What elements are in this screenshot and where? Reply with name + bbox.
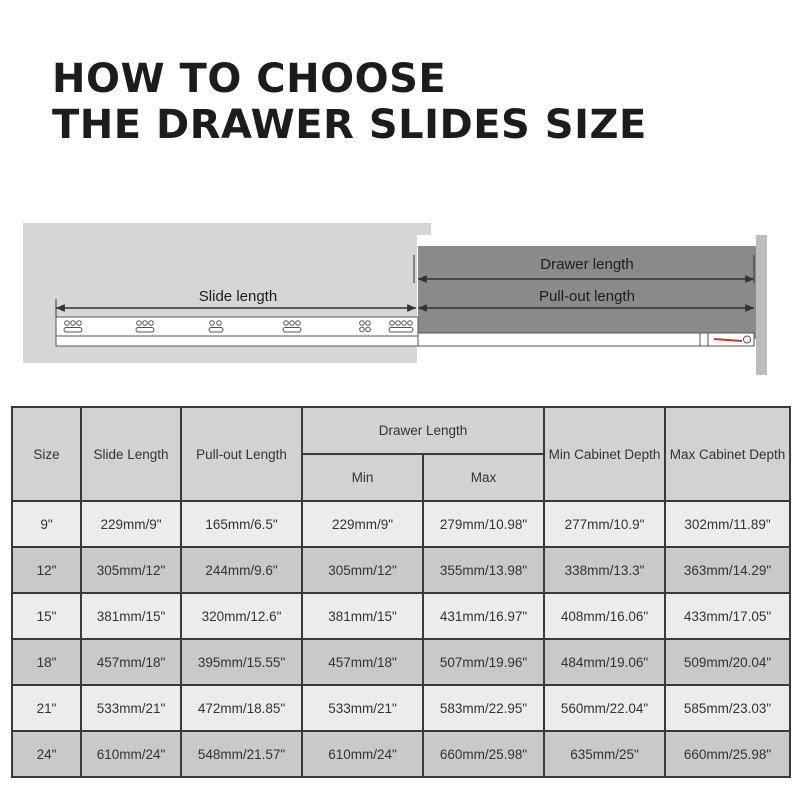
header-pullout-length: Pull-out Length bbox=[181, 407, 302, 501]
cell-max-cabinet-depth: 433mm/17.05" bbox=[665, 593, 790, 639]
drawer-slide-diagram bbox=[0, 215, 800, 375]
cell-min-cabinet-depth: 560mm/22.04" bbox=[544, 685, 665, 731]
cell-drawer-min: 381mm/15" bbox=[302, 593, 423, 639]
cell-pullout-length: 472mm/18.85" bbox=[181, 685, 302, 731]
cell-slide-length: 457mm/18" bbox=[81, 639, 181, 685]
cell-slide-length: 229mm/9" bbox=[81, 501, 181, 547]
cell-drawer-max: 583mm/22.95" bbox=[423, 685, 544, 731]
page-title bbox=[52, 56, 647, 148]
cell-drawer-min: 457mm/18" bbox=[302, 639, 423, 685]
cell-drawer-max: 660mm/25.98" bbox=[423, 731, 544, 777]
cell-size: 15" bbox=[12, 593, 81, 639]
cell-drawer-max: 355mm/13.98" bbox=[423, 547, 544, 593]
cell-drawer-min: 229mm/9" bbox=[302, 501, 423, 547]
cell-max-cabinet-depth: 509mm/20.04" bbox=[665, 639, 790, 685]
pullout-length-label: Pull-out length bbox=[539, 288, 635, 305]
table-row bbox=[12, 731, 790, 777]
slide-rail-lower bbox=[56, 336, 418, 346]
table-row bbox=[12, 501, 790, 547]
cell-pullout-length: 244mm/9.6" bbox=[181, 547, 302, 593]
cell-slide-length: 305mm/12" bbox=[81, 547, 181, 593]
header-slide-length: Slide Length bbox=[81, 407, 181, 501]
cell-min-cabinet-depth: 484mm/19.06" bbox=[544, 639, 665, 685]
cell-pullout-length: 165mm/6.5" bbox=[181, 501, 302, 547]
header-max-cabinet-depth: Max Cabinet Depth bbox=[665, 407, 790, 501]
drawer-length-label: Drawer length bbox=[540, 256, 634, 273]
cell-max-cabinet-depth: 363mm/14.29" bbox=[665, 547, 790, 593]
cell-min-cabinet-depth: 635mm/25" bbox=[544, 731, 665, 777]
table-row bbox=[12, 547, 790, 593]
cell-size: 21" bbox=[12, 685, 81, 731]
table-row bbox=[12, 593, 790, 639]
title-line-1: HOW TO CHOOSE bbox=[52, 56, 447, 102]
table-header-row bbox=[12, 407, 790, 454]
cell-drawer-max: 431mm/16.97" bbox=[423, 593, 544, 639]
table-row bbox=[12, 639, 790, 685]
cell-drawer-max: 279mm/10.98" bbox=[423, 501, 544, 547]
header-size: Size bbox=[12, 407, 81, 501]
cell-pullout-length: 320mm/12.6" bbox=[181, 593, 302, 639]
cell-max-cabinet-depth: 585mm/23.03" bbox=[665, 685, 790, 731]
cell-drawer-max: 507mm/19.96" bbox=[423, 639, 544, 685]
cabinet-back-panel bbox=[756, 235, 767, 375]
slide-extension bbox=[418, 333, 754, 346]
cell-max-cabinet-depth: 302mm/11.89" bbox=[665, 501, 790, 547]
cell-max-cabinet-depth: 660mm/25.98" bbox=[665, 731, 790, 777]
cell-min-cabinet-depth: 277mm/10.9" bbox=[544, 501, 665, 547]
cell-pullout-length: 395mm/15.55" bbox=[181, 639, 302, 685]
table-row bbox=[12, 685, 790, 731]
cell-drawer-min: 533mm/21" bbox=[302, 685, 423, 731]
cell-drawer-min: 610mm/24" bbox=[302, 731, 423, 777]
title-line-2: THE DRAWER SLIDES SIZE bbox=[52, 102, 647, 148]
slide-length-label: Slide length bbox=[198, 288, 278, 305]
cell-slide-length: 381mm/15" bbox=[81, 593, 181, 639]
header-max: Max bbox=[423, 454, 544, 501]
cell-slide-length: 610mm/24" bbox=[81, 731, 181, 777]
cell-size: 18" bbox=[12, 639, 81, 685]
slide-rail bbox=[56, 317, 418, 336]
header-drawer-length: Drawer Length bbox=[302, 407, 544, 454]
header-min-cabinet-depth: Min Cabinet Depth bbox=[544, 407, 665, 501]
cell-slide-length: 533mm/21" bbox=[81, 685, 181, 731]
slide-end-roller bbox=[744, 336, 751, 343]
cell-pullout-length: 548mm/21.57" bbox=[181, 731, 302, 777]
cell-min-cabinet-depth: 408mm/16.06" bbox=[544, 593, 665, 639]
cell-size: 24" bbox=[12, 731, 81, 777]
cell-size: 9" bbox=[12, 501, 81, 547]
cell-min-cabinet-depth: 338mm/13.3" bbox=[544, 547, 665, 593]
cell-drawer-min: 305mm/12" bbox=[302, 547, 423, 593]
cell-size: 12" bbox=[12, 547, 81, 593]
header-min: Min bbox=[302, 454, 423, 501]
size-table bbox=[11, 406, 791, 778]
